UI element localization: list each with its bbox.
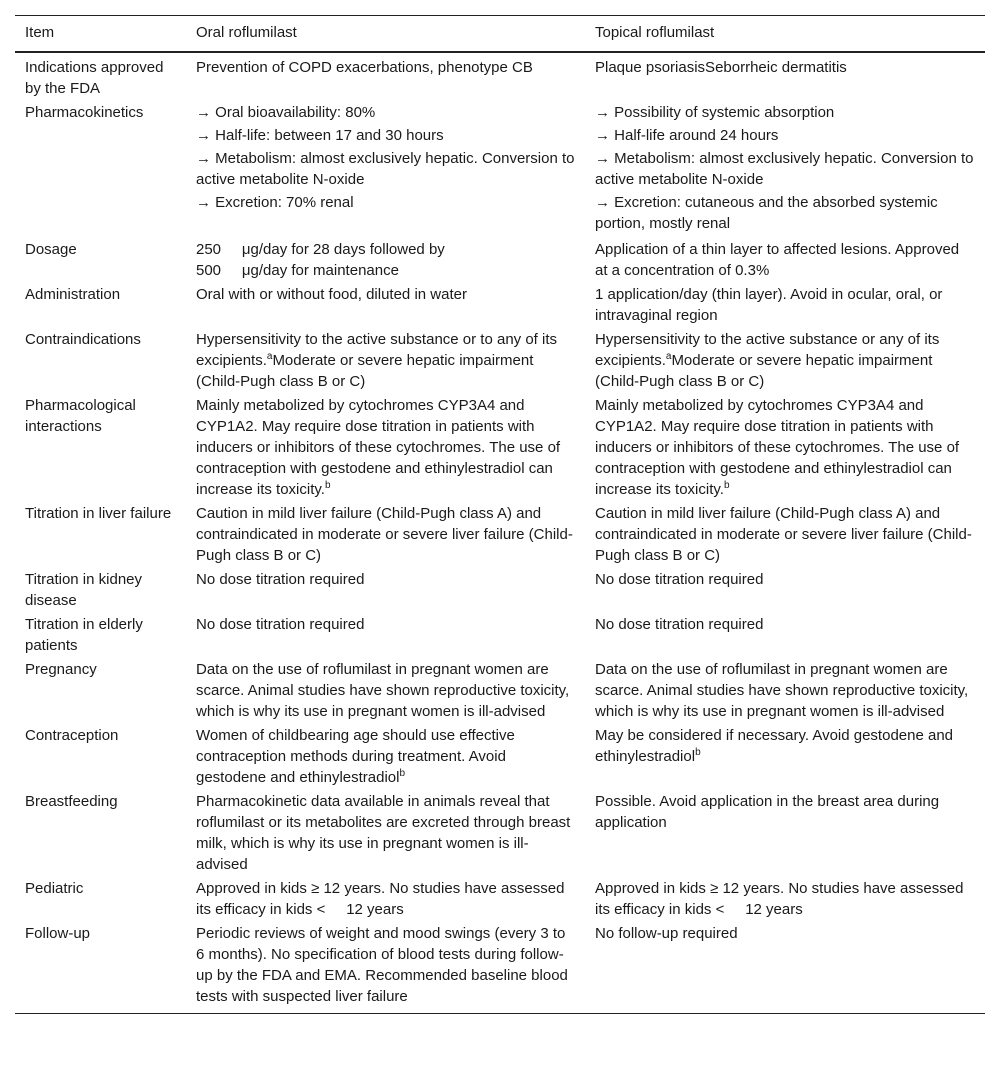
column-header-topical: Topical roflumilast [595,24,715,41]
roflumilast-comparison-table [15,15,985,1014]
cell-paragraph [196,148,579,190]
row-item-label: Dosage [25,241,77,258]
cell-text: Caution in mild liver failure (Child-Pugh class A) and contraindicated in moderate or severe liver failure (Child-Pugh class B or C) [196,505,573,564]
cell-oral [186,657,585,723]
cell-paragraph [196,239,575,260]
table-row [15,393,985,501]
cell-paragraph [196,329,575,392]
cell-text: → Half-life: between 17 and 30 hours [196,127,444,144]
cell-topical [585,52,985,100]
cell-oral [186,327,585,393]
cell-paragraph [196,284,575,305]
row-item-label: Contraindications [25,331,141,348]
cell-paragraph [196,57,575,78]
cell-text: Moderate or severe hepatic impairment (Child-Pugh class B or C) [196,352,538,390]
cell-topical [585,657,985,723]
cell-paragraph [595,148,978,190]
row-item-label: Indications approved by the FDA [25,59,168,97]
cell-paragraph [196,192,575,213]
cell-topical [585,100,985,237]
table-row [15,52,985,100]
table-row [15,657,985,723]
cell-paragraph [196,569,575,590]
cell-paragraph [196,614,575,635]
cell-paragraph [595,329,975,392]
cell-paragraph [595,192,975,234]
cell-oral [186,567,585,612]
cell-text: 1 application/day (thin layer). Avoid in ocular, oral, or intravaginal region [595,286,947,324]
cell-text: May be considered if necessary. Avoid gestodene and ethinylestradiol [595,727,958,765]
column-header-oral: Oral roflumilast [196,24,297,41]
cell-text: → Metabolism: almost exclusively hepatic. Conversion to active metabolite N-oxide [196,150,579,188]
cell-text: 250 μg/day for 28 days followed by [196,241,445,258]
row-item-label: Follow-up [25,925,91,942]
cell-paragraph [595,614,975,635]
cell-text: Oral with or without food, diluted in water [196,286,467,303]
cell-topical [585,327,985,393]
cell-text: No dose titration required [196,616,365,633]
row-item-label: Breastfeeding [25,793,118,810]
cell-text: → Oral bioavailability: 80% [196,104,376,121]
row-item-label: Titration in liver failure [25,505,172,522]
cell-paragraph [595,569,975,590]
cell-paragraph [595,923,975,944]
table-row [15,282,985,327]
cell-oral [186,393,585,501]
row-item-label: Pediatric [25,880,84,897]
footnote-marker: a [266,351,273,362]
cell-text: → Half-life around 24 hours [595,127,779,144]
cell-oral [186,52,585,100]
cell-topical [585,501,985,567]
cell-topical [585,237,985,282]
cell-text: Mainly metabolized by cytochromes CYP3A4 and CYP1A2. May require dose titration in patients with inducers or inhibitors of these cytochromes. The use of contraception with gestodene and ethinylestradiol can increase its toxicity. [196,397,565,498]
cell-topical [585,789,985,876]
cell-paragraph [595,659,975,722]
cell-oral [186,921,585,1014]
cell-paragraph [196,923,575,1007]
cell-text: No dose titration required [595,616,764,633]
table-body [15,52,985,1014]
cell-paragraph [595,725,975,767]
footnote-marker: b [723,480,730,491]
cell-text: Prevention of COPD exacerbations, phenotype CB [196,59,533,76]
cell-text: Data on the use of roflumilast in pregnant women are scarce. Animal studies have shown reproductive toxicity, which is why its use in pregnant women is ill-advised [196,661,574,720]
cell-text: No follow-up required [595,925,738,942]
cell-paragraph [595,102,975,123]
cell-text: → Excretion: cutaneous and the absorbed systemic portion, mostly renal [595,194,942,232]
cell-paragraph [196,102,575,123]
cell-paragraph [595,125,975,146]
row-item-label: Pharmacokinetics [25,104,144,121]
cell-paragraph [595,878,975,920]
row-item-label: Titration in kidney disease [25,571,147,609]
cell-oral [186,501,585,567]
footnote-marker: b [695,747,701,758]
cell-paragraph [196,260,575,281]
cell-text: Mainly metabolized by cytochromes CYP3A4 and CYP1A2. May require dose titration in patients with inducers or inhibitors of these cytochromes. The use of contraception with gestodene and ethinylestradiol can increase its toxicity. [595,397,964,498]
table-row [15,567,985,612]
cell-oral [186,100,585,237]
cell-paragraph [595,57,975,78]
cell-text: Caution in mild liver failure (Child-Pugh class A) and contraindicated in moderate or severe liver failure (Child-Pugh class B or C) [595,505,972,564]
table-row [15,789,985,876]
cell-paragraph [196,725,575,788]
cell-text: → Metabolism: almost exclusively hepatic. Conversion to active metabolite N-oxide [595,150,978,188]
table-row [15,100,985,237]
cell-paragraph [196,659,575,722]
cell-text: Periodic reviews of weight and mood swings (every 3 to 6 months). No specification of blood tests during follow-up by the FDA and EMA. Recommended baseline blood tests with suspected liver failure [196,925,573,1005]
column-header-item: Item [25,24,55,41]
cell-topical [585,921,985,1014]
footnote-marker: a [665,351,672,362]
table-row [15,876,985,921]
cell-text: 500 μg/day for maintenance [196,262,399,279]
row-item-label: Pregnancy [25,661,97,678]
cell-text: Possible. Avoid application in the breast area during application [595,793,944,831]
cell-oral [186,876,585,921]
table-row [15,237,985,282]
cell-topical [585,567,985,612]
cell-paragraph [196,503,575,566]
cell-paragraph [595,503,975,566]
cell-paragraph [595,791,975,833]
cell-text: Hypersensitivity to the active substance or to any of its excipients. [196,331,562,369]
table-row [15,501,985,567]
table-row [15,723,985,789]
cell-text: Plaque psoriasisSeborrheic dermatitis [595,59,847,76]
cell-text: Approved in kids ≥ 12 years. No studies have assessed its efficacy in kids < 12 years [196,880,569,918]
cell-text: Pharmacokinetic data available in animals reveal that roflumilast or its metabolites are excreted through breast milk, which is why its use in pregnant women is ill-advised [196,793,575,873]
cell-text: Moderate or severe hepatic impairment (Child-Pugh class B or C) [595,352,937,390]
row-item-label: Pharmacological interactions [25,397,141,435]
cell-paragraph [595,395,975,500]
cell-text: Data on the use of roflumilast in pregnant women are scarce. Animal studies have shown reproductive toxicity, which is why its use in pregnant women is ill-advised [595,661,973,720]
cell-topical [585,723,985,789]
cell-oral [186,612,585,657]
cell-paragraph [196,395,575,500]
footnote-marker: b [399,768,406,779]
row-item-label: Contraception [25,727,119,744]
row-item-label: Titration in elderly patients [25,616,147,654]
cell-oral [186,237,585,282]
cell-paragraph [196,791,575,875]
row-item-label: Administration [25,286,121,303]
cell-text: Application of a thin layer to affected lesions. Approved at a concentration of 0.3% [595,241,964,279]
footnote-marker: b [324,480,331,491]
cell-topical [585,282,985,327]
cell-topical [585,393,985,501]
table-row [15,612,985,657]
table-header-row [15,16,985,53]
cell-topical [585,612,985,657]
cell-text: Hypersensitivity to the active substance or any of its excipients. [595,331,944,369]
cell-text: No dose titration required [196,571,365,588]
cell-text: → Possibility of systemic absorption [595,104,835,121]
table-row [15,921,985,1014]
cell-paragraph [595,239,975,281]
cell-text: Women of childbearing age should use effective contraception methods during treatment. Avoid gestodene and ethinylestradiol [196,727,519,786]
table-row [15,327,985,393]
cell-topical [585,876,985,921]
cell-oral [186,789,585,876]
cell-text: → Excretion: 70% renal [196,194,354,211]
cell-paragraph [196,878,575,920]
cell-paragraph [595,284,975,326]
cell-oral [186,723,585,789]
cell-paragraph [196,125,575,146]
cell-text: Approved in kids ≥ 12 years. No studies have assessed its efficacy in kids < 12 years [595,880,968,918]
cell-oral [186,282,585,327]
cell-text: No dose titration required [595,571,764,588]
